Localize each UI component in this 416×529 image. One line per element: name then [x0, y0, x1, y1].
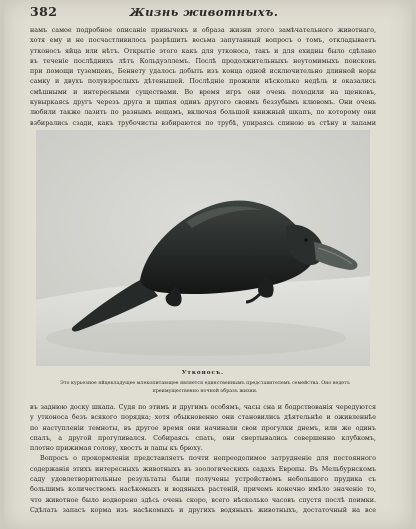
text-line: спалъ, а другой прогуливался. Собираясь спать, они свертывались совершенно клубкомъ, — [30, 433, 376, 442]
text-line: хотя ему и не посчастливилось разрѣшить весьма запутанный вопросъ о томъ, откладываетъ — [30, 36, 376, 45]
text-line: Сдѣлать запасъ корма изъ насѣкомыхъ и другихъ водяныхъ животныхъ, достаточный на все — [30, 505, 376, 514]
text-line: любили также лазить по разнымъ вещамъ, включая большой книжный шкапъ, по которому они — [30, 108, 376, 117]
platypus-illustration — [36, 130, 370, 366]
text-line: намъ самое подробное описанiе привычекъ и образа жизни этого замѣчательного животнаго, — [30, 26, 376, 34]
text-line: въ теченiе послѣднихъ лѣтъ Кольдуэллемъ. Послѣ продолжительныхъ неутомимыхъ поисковъ — [30, 56, 376, 65]
text-line: самку и двухъ полувзрослыхъ дѣтенышей. Послѣднiе прожили нѣсколько недѣль и оказались — [30, 77, 376, 86]
text-line: плотно прижимая голову, хвостъ и лапы къ брюху. — [30, 444, 203, 453]
text-line: Вопросъ о прокормленiи представляетъ почти непреодолимое затрудненiе для постоянного — [40, 454, 376, 463]
text-line: при помощи туземцевъ, Беннету удалось добыть изъ конца одной исключительно длинной норы — [30, 67, 376, 76]
text-line: большимъ количествомъ насѣкомыхъ и водяныхъ растенiй, причемъ конечно имѣло значенiе то, — [30, 485, 376, 494]
running-title: Жизнь животныхъ. — [129, 5, 279, 19]
platypus-photograph — [36, 130, 370, 366]
figure-caption: Это курьезное яйцекладущее млекопитающее является единственнымъ представителемъ семейства. Оно ведетъ преимущественно ночной образъ жизни. — [60, 381, 350, 394]
running-head — [30, 4, 378, 22]
text-line: въ заднюю доску шкапа. Судя по этимъ и другимъ особямъ, часы сна и бодрствованiя чередуются — [30, 403, 376, 411]
text-line: смѣшными и интересными существами. Во время игръ они очень походили на щенковъ, — [30, 87, 376, 96]
book-page — [4, 0, 412, 529]
figure-title: Утконосъ. — [181, 370, 225, 376]
text-line: содержанiя этихъ интересныхъ животныхъ въ зоологическихъ садахъ Европы. Въ Мельбурнскомъ — [30, 464, 376, 473]
text-line: утконосъ яйца или нѣтъ. Открытiе этого какъ для утконоса, такъ и для ехидны было сдѣлано — [30, 46, 376, 55]
body-text-bottom — [30, 402, 376, 515]
body-text-top — [30, 25, 376, 128]
text-line: кувыркаясь другъ черезъ друга и щипая одинъ другого своимъ беззубымъ клювомъ. Они очень — [30, 98, 376, 107]
text-line: у утконоса безъ всякого порядка; хотя обыкновенно они становились дѣятельнѣе и оживленнѣе — [30, 413, 376, 422]
text-line: что животное было водворено здѣсь очень скоро, всего нѣсколько часовъ спустя послѣ поимки. — [30, 495, 376, 504]
page-number: 382 — [30, 4, 58, 19]
text-line: по наступленiи темноты, въ другое время они начинали свои прогулки днемъ, или же одинъ — [30, 423, 376, 432]
text-line: саду удовлетворительные результаты были получены устройствомъ небольшого прудика съ — [30, 475, 376, 484]
text-line: взбирались сзади, какъ трубочисты взбираются по трубѣ, упираясь спиною въ стѣну и лапами — [30, 118, 376, 127]
